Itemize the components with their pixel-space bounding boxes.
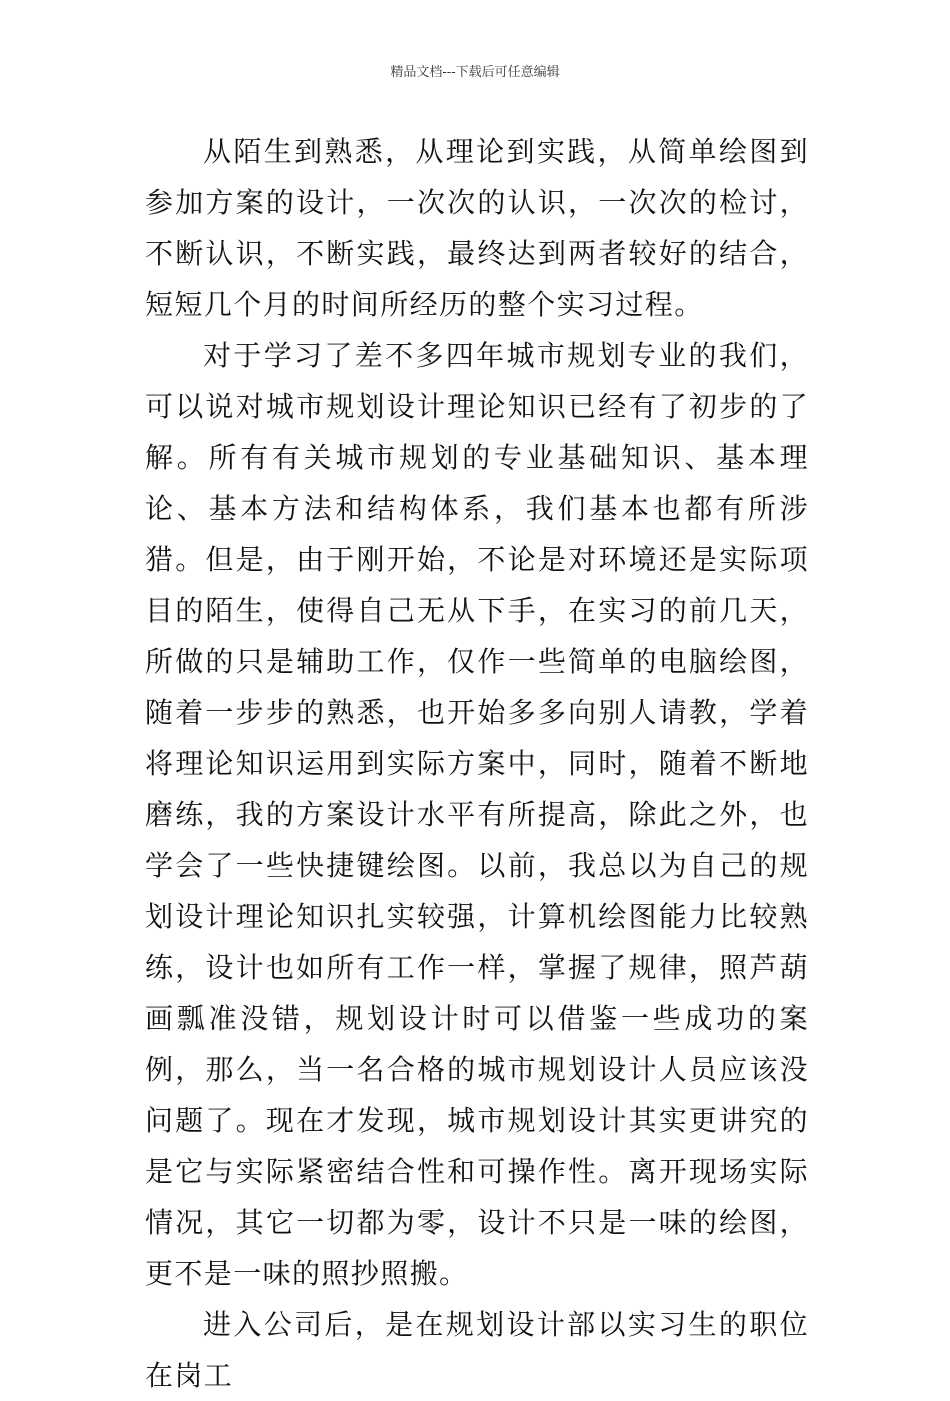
paragraph-3: 进入公司后，是在规划设计部以实习生的职位在岗工 bbox=[145, 1308, 809, 1392]
paragraph-2: 对于学习了差不多四年城市规划专业的我们，可以说对城市规划设计理论知识已经有了初步的了解。所有有关城市规划的专业基础知识、基本理论、基本方法和结构体系，我们基本也都有所涉猎。但是，由于刚开始，不论是对环境还是实际项目的陌生，使得自己无从下手，在实习的前几天，所做的只是辅助工作，仅作一些简单的电脑绘图，随着一步步的熟悉，也开始多多向别人请教，学着将理论知识运用到实际方案中，同时，随着不断地磨练，我的方案设计水平有所提高，除此之外，也学会了一些快捷键绘图。以前，我总以为自己的规划设计理论知识扎实较强，计算机绘图能力比较熟练，设计也如所有工作一样，掌握了规律，照芦葫画瓢准没错，规划设计时可以借鉴一些成功的案例，那么，当一名合格的城市规划设计人员应该没问题了。现在才发现，城市规划设计其实更讲究的是它与实际紧密结合性和可操作性。离开现场实际情况，其它一切都为零，设计不只是一味的绘图，更不是一味的照抄照搬。 bbox=[145, 339, 809, 1290]
document-body bbox=[145, 126, 809, 1401]
paragraph-1: 从陌生到熟悉，从理论到实践，从简单绘图到参加方案的设计，一次次的认识，一次次的检讨，不断认识，不断实践，最终达到两者较好的结合，短短几个月的时间所经历的整个实习过程。 bbox=[145, 135, 809, 321]
page-header: 精品文档---下载后可任意编辑 bbox=[390, 65, 560, 80]
